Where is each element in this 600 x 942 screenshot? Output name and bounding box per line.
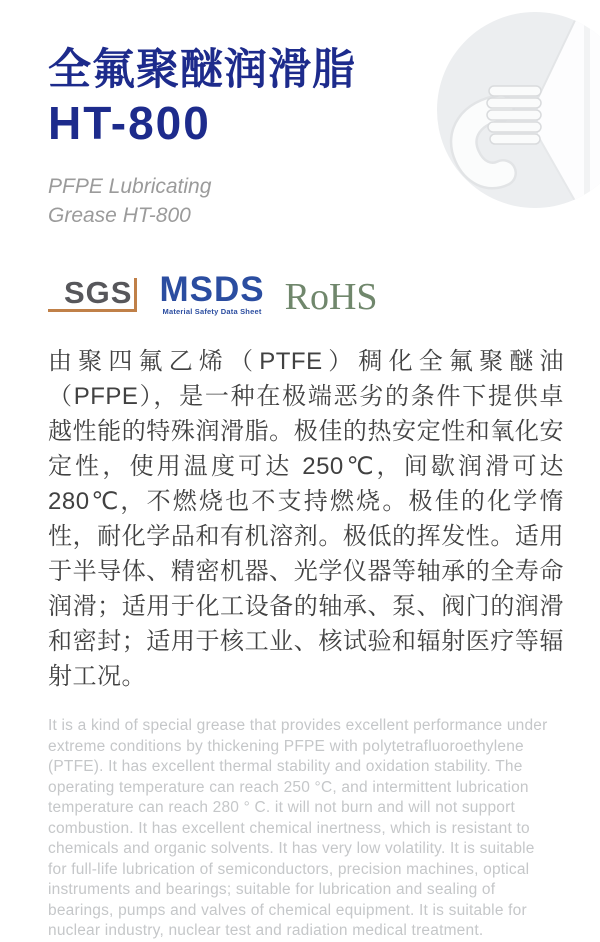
product-model: HT-800 [48,97,211,149]
rohs-logo [285,278,378,316]
subtitle-line1: PFPE Lubricating [48,175,212,198]
product-subtitle [48,172,564,230]
sgs-logo-text: SGS [64,275,133,310]
description-english: It is a kind of special grease that provides excellent performance under extreme conditions by thickening PFPE with polytetrafluoroethylene (PTFE). It has excellent thermal stability and oxidation stability. The operating temperature can reach 250 °C, and intermittent lubrication temperature can reach 280 ° C. it will not burn and will not support combustion. It has excellent chemical inertness, which is resistant to chemicals and organic solvents. It has very low volatility. It is suitable for full-life lubrication of semiconductors, precision machines, optical instruments and bearings; suitable for lubrication and sealing of bearings, pumps and valves of chemical equipment. It is suitable for nuclear industry, nuclear test and radiation medical treatment. [48,717,548,939]
description-chinese: 由聚四氟乙烯（PTFE）稠化全氟聚醚油（PFPE），是一种在极端恶劣的条件下提供卓越性能的特殊润滑脂。极佳的热安定性和氧化安定性，使用温度可达 250℃，间歇润滑可达 280℃，不燃烧也不支持燃烧。极佳的化学惰性，耐化学品和有机溶剂。极低的挥发性。适用于半导体、精密机器、光学仪器等轴承的全寿命润滑；适用于化工设备的轴承、泵、阀门的润滑和密封；适用于核工业、核试验和辐射医疗等辐射工况。 [48,348,564,690]
product-title-chinese: 全氟聚醚润滑脂 [48,46,356,94]
rohs-logo-text: RoHS [284,276,378,318]
msds-logo-text: MSDS [159,270,265,309]
msds-logo-tagline: Material Safety Data Sheet [162,307,262,316]
certification-logos [48,264,564,326]
subtitle-line2: Grease HT-800 [48,204,191,227]
product-info-column [48,0,564,942]
msds-logo [159,270,265,316]
sgs-logo [48,275,137,312]
page-title [48,44,564,150]
